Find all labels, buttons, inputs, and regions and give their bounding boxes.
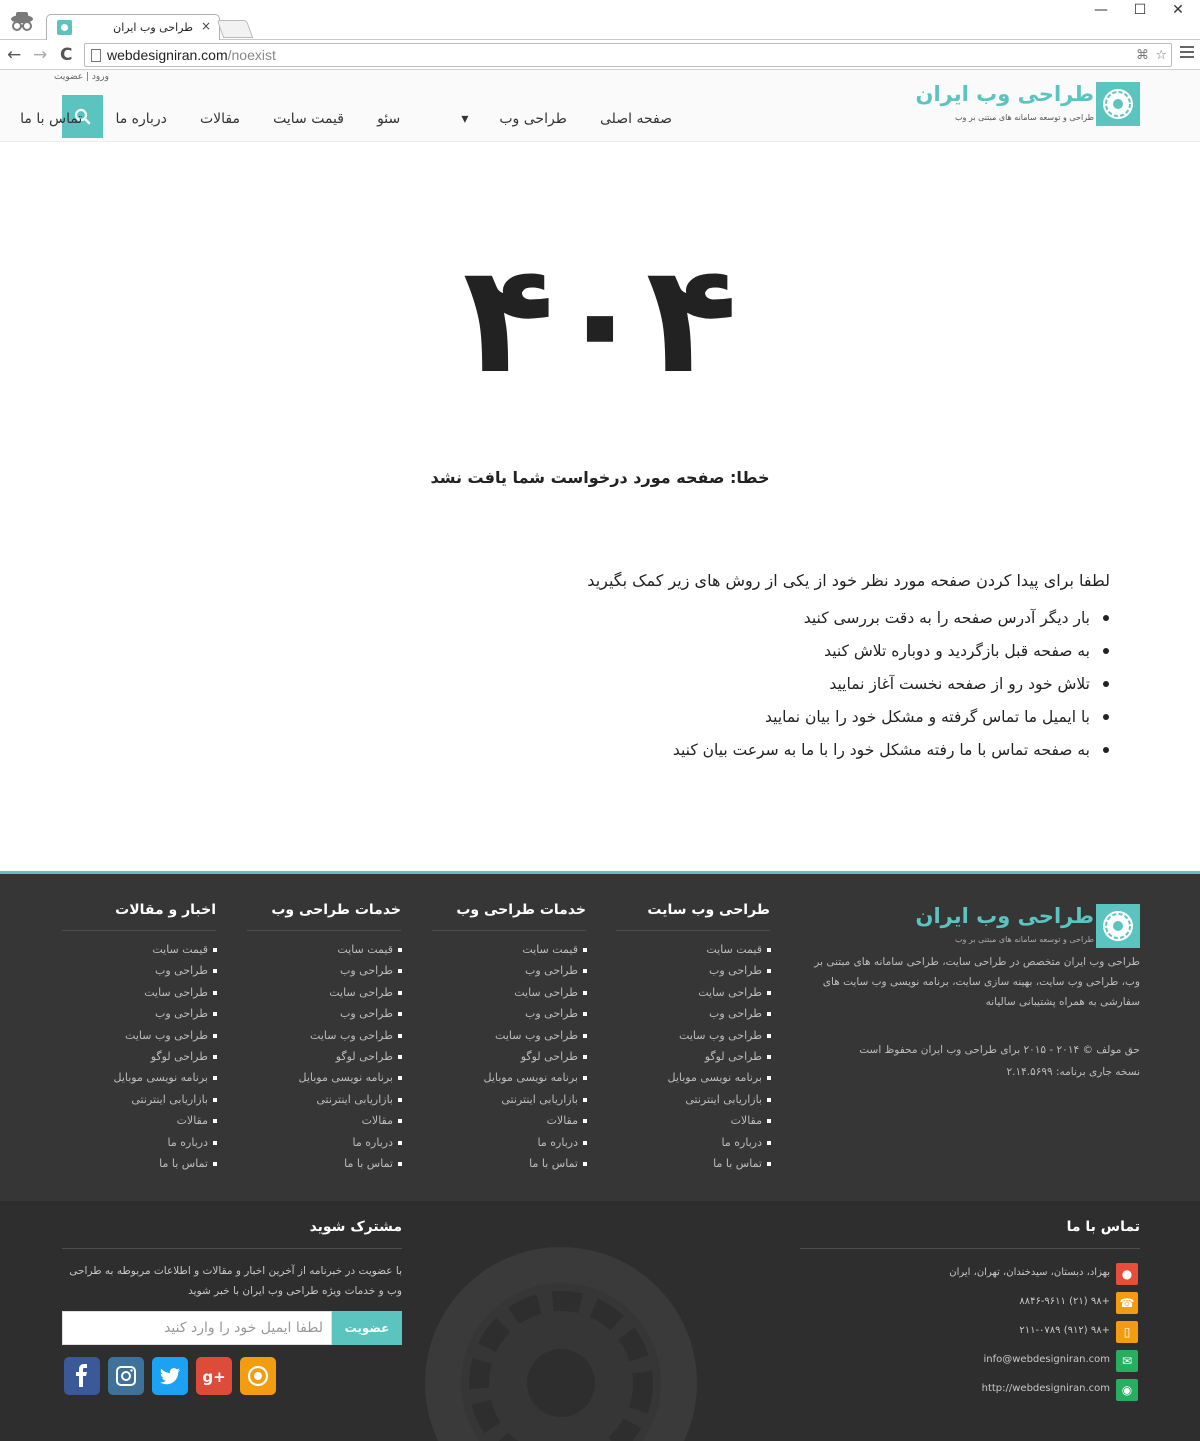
bookmark-star-icon[interactable]: ☆ xyxy=(1155,48,1167,63)
footer-link[interactable]: بازاریابی اینترنتی xyxy=(247,1089,393,1110)
nav-seo[interactable]: سئو xyxy=(377,111,401,127)
login-register-links[interactable]: ورود | عضویت xyxy=(54,72,109,82)
tab-title: طراحی وب ایران xyxy=(113,21,193,34)
footer-link[interactable]: تماس با ما xyxy=(62,1153,208,1174)
footer-link[interactable]: طراحی سایت xyxy=(247,982,393,1003)
footer-link[interactable]: درباره ما xyxy=(616,1132,762,1153)
footer-link[interactable]: برنامه نویسی موبایل xyxy=(616,1067,762,1088)
address-bar[interactable] xyxy=(84,43,1172,67)
mobile-icon: ▯ xyxy=(1116,1321,1138,1343)
error-code: ۴۰۴ xyxy=(462,233,738,407)
footer-link[interactable]: طراحی لوگو xyxy=(247,1046,393,1067)
footer-column xyxy=(247,902,401,1174)
reload-button[interactable]: C xyxy=(60,45,73,65)
footer-link[interactable]: مقالات xyxy=(247,1110,393,1131)
list-item: بار دیگر آدرس صفحه را به دقت بررسی کنید xyxy=(587,602,1090,635)
new-tab-button[interactable] xyxy=(217,20,254,38)
footer-link[interactable]: طراحی وب سایت xyxy=(62,1025,208,1046)
footer-link[interactable]: قیمت سایت xyxy=(432,939,578,960)
logo-emblem-icon xyxy=(1096,904,1140,948)
subscribe-email-input[interactable] xyxy=(62,1311,332,1345)
globe-icon: ◉ xyxy=(1116,1379,1138,1401)
footer-link[interactable]: بازاریابی اینترنتی xyxy=(616,1089,762,1110)
forward-button[interactable]: → xyxy=(33,45,48,65)
nav-about[interactable]: درباره ما xyxy=(115,111,167,127)
nav-pricing[interactable]: قیمت سایت xyxy=(273,111,344,127)
footer-link-list xyxy=(432,939,586,1174)
logo-watermark-icon xyxy=(425,1247,697,1441)
footer-logo-name: طراحی وب ایران xyxy=(915,904,1094,928)
footer-link[interactable]: تماس با ما xyxy=(432,1153,578,1174)
browser-toolbar xyxy=(0,40,1200,70)
footer-description: طراحی وب ایران متخصص در طراحی سایت، طراحی سامانه های مبتنی بر وب، طراحی وب سایت، بهینه سازی سایت، برنامه نویسی وب سایت های سفارشی به همراه پشتیبانی سالیانه xyxy=(814,956,1140,1008)
footer-link[interactable]: طراحی وب xyxy=(247,1003,393,1024)
footer-link[interactable]: مقالات xyxy=(432,1110,578,1131)
footer-link[interactable]: طراحی سایت xyxy=(616,982,762,1003)
map-marker-icon: ● xyxy=(1116,1263,1138,1285)
contact-title: تماس با ما xyxy=(800,1219,1140,1249)
facebook-icon[interactable] xyxy=(64,1357,100,1395)
footer-link[interactable]: تماس با ما xyxy=(616,1153,762,1174)
error-message: خطا: صفحه مورد درخواست شما یافت نشد xyxy=(430,468,770,487)
footer-copyright xyxy=(798,1039,1140,1083)
page-icon xyxy=(91,49,101,62)
tab-close-button[interactable]: × xyxy=(200,19,211,33)
subscribe-text: با عضویت در خبرنامه از آخرین اخبار و مقالات و اطلاعات مربوطه به طراحی وب و خدمات ویژه طراحی وب ایران با خبر شوید xyxy=(69,1265,402,1297)
subscribe-form xyxy=(62,1311,402,1345)
footer-link[interactable]: طراحی وب سایت xyxy=(247,1025,393,1046)
footer-column-title: طراحی وب سایت xyxy=(616,902,770,931)
svg-text:g+: g+ xyxy=(202,1368,226,1386)
footer-link[interactable]: طراحی سایت xyxy=(432,982,578,1003)
footer-link[interactable]: برنامه نویسی موبایل xyxy=(247,1067,393,1088)
footer-link[interactable]: مقالات xyxy=(616,1110,762,1131)
copyright-text: حق مولف © ۲۰۱۴ - ۲۰۱۵ برای طراحی وب ایران محفوظ است xyxy=(859,1044,1140,1056)
footer-link[interactable]: طراحی وب سایت xyxy=(432,1025,578,1046)
menu-icon[interactable] xyxy=(1180,43,1194,61)
list-item: به صفحه تماس با ما رفته مشکل خود را با ما به سرعت بیان کنید xyxy=(587,734,1090,767)
translate-icon[interactable]: ⌘ xyxy=(1136,48,1149,63)
google-plus-icon[interactable] xyxy=(196,1357,232,1395)
logo-name: طراحی وب ایران xyxy=(915,82,1094,106)
github-icon[interactable] xyxy=(240,1357,276,1395)
footer-logo-tagline: طراحی و توسعه سامانه های مبتنی بر وب xyxy=(954,935,1094,944)
footer-link[interactable]: طراحی وب سایت xyxy=(616,1025,762,1046)
chevron-down-icon: ▾ xyxy=(461,111,469,127)
footer-link-list xyxy=(62,939,216,1174)
footer-link[interactable]: قیمت سایت xyxy=(62,939,208,960)
maximize-button[interactable]: ☐ xyxy=(1133,2,1147,18)
footer-link-list xyxy=(247,939,401,1174)
footer-link[interactable]: قیمت سایت xyxy=(247,939,393,960)
footer-link[interactable]: مقالات xyxy=(62,1110,208,1131)
footer-link[interactable]: طراحی وب xyxy=(616,960,762,981)
footer-column-title: خدمات طراحی وب xyxy=(432,902,586,931)
footer-link[interactable]: درباره ما xyxy=(247,1132,393,1153)
site-header xyxy=(0,70,1200,142)
footer-link[interactable]: بازاریابی اینترنتی xyxy=(62,1089,208,1110)
phone-icon: ☎ xyxy=(1116,1292,1138,1314)
list-item: تلاش خود رو از صفحه نخست آغاز نمایید xyxy=(587,668,1090,701)
footer-link[interactable]: برنامه نویسی موبایل xyxy=(432,1067,578,1088)
instagram-icon[interactable] xyxy=(108,1357,144,1395)
footer-link[interactable]: طراحی وب xyxy=(62,960,208,981)
footer-link[interactable]: طراحی وب xyxy=(247,960,393,981)
help-intro: لطفا برای پیدا کردن صفحه مورد نظر خود از یکی از روش های زیر کمک بگیرید xyxy=(587,571,1110,590)
footer-column-title: اخبار و مقالات xyxy=(62,902,216,931)
logo-emblem-icon xyxy=(1096,82,1140,126)
nav-contact[interactable]: تماس با ما xyxy=(20,111,83,127)
envelope-icon: ✉ xyxy=(1116,1350,1138,1372)
footer-link[interactable]: طراحی وب xyxy=(616,1003,762,1024)
browser-tab[interactable] xyxy=(46,14,220,40)
subscribe-title: مشترک شوید xyxy=(62,1219,402,1249)
help-list xyxy=(587,602,1110,767)
favicon-icon xyxy=(57,20,72,35)
footer-link[interactable]: قیمت سایت xyxy=(616,939,762,960)
footer-column xyxy=(62,902,216,1174)
footer-link[interactable]: درباره ما xyxy=(432,1132,578,1153)
minimize-button[interactable]: — xyxy=(1094,2,1108,18)
footer-link[interactable]: بازاریابی اینترنتی xyxy=(432,1089,578,1110)
footer-link[interactable]: طراحی لوگو xyxy=(432,1046,578,1067)
footer-column xyxy=(432,902,586,1174)
nav-web-design[interactable]: طراحی وب▾ xyxy=(461,111,567,127)
footer-link[interactable]: طراحی وب xyxy=(62,1003,208,1024)
footer-link[interactable]: تماس با ما xyxy=(247,1153,393,1174)
nav-articles[interactable]: مقالات xyxy=(200,111,241,127)
footer-link-list xyxy=(616,939,770,1174)
footer-link[interactable]: درباره ما xyxy=(62,1132,208,1153)
close-window-button[interactable]: ✕ xyxy=(1172,2,1184,18)
help-section xyxy=(587,570,1110,767)
list-item: با ایمیل ما تماس گرفته و مشکل خود را بیان نمایید xyxy=(587,701,1090,734)
footer-link[interactable]: طراحی سایت xyxy=(62,982,208,1003)
url-text: webdesigniran.com/noexist xyxy=(107,47,276,63)
footer-link[interactable]: طراحی لوگو xyxy=(62,1046,208,1067)
footer-column xyxy=(616,902,770,1174)
subscribe-button[interactable]: عضویت xyxy=(332,1311,402,1345)
main-nav xyxy=(20,108,672,127)
footer-link[interactable]: طراحی وب xyxy=(432,960,578,981)
footer-link[interactable]: طراحی لوگو xyxy=(616,1046,762,1067)
list-item: به صفحه قبل بازگردید و دوباره تلاش کنید xyxy=(587,635,1090,668)
footer-links-section xyxy=(0,871,1200,1201)
nav-home[interactable]: صفحه اصلی xyxy=(599,111,672,127)
incognito-icon xyxy=(4,10,40,36)
footer-logo[interactable] xyxy=(915,904,1140,950)
footer-column-title: خدمات طراحی وب xyxy=(247,902,401,931)
version-text: نسخه جاری برنامه: ۲.۱۴.۵۶۹۹ xyxy=(1006,1066,1140,1078)
logo-tagline: طراحی و توسعه سامانه های مبتنی بر وب xyxy=(954,113,1094,122)
back-button[interactable]: ← xyxy=(7,45,22,65)
footer-link[interactable]: طراحی وب xyxy=(432,1003,578,1024)
footer-contact-section: تماس با ما ● بهزاد، دبستان، سیدخندان، تهران، ایران ☎ +۹۸ (۲۱) ۸۸۴۶-۹۶۱۱ ▯ +۹۸ (۹۱۲) ۲۱۱-۰۷۸۹ ✉ info@webdesigniran.com ◉ http://webdesigniran.com مشترک شوید با عضویت در خبرنامه از آخرین اخبار و مقالات و اطلاعات مربوطه به طراحی وب و خدمات ویژه طراحی وب ایران با خبر شوید عضویت لطفا ایمیل خود را وارد کنید g+ xyxy=(0,1201,1200,1441)
browser-tab-bar xyxy=(0,0,1200,40)
site-logo[interactable] xyxy=(915,82,1140,130)
footer-link[interactable]: برنامه نویسی موبایل xyxy=(62,1067,208,1088)
twitter-icon[interactable] xyxy=(152,1357,188,1395)
